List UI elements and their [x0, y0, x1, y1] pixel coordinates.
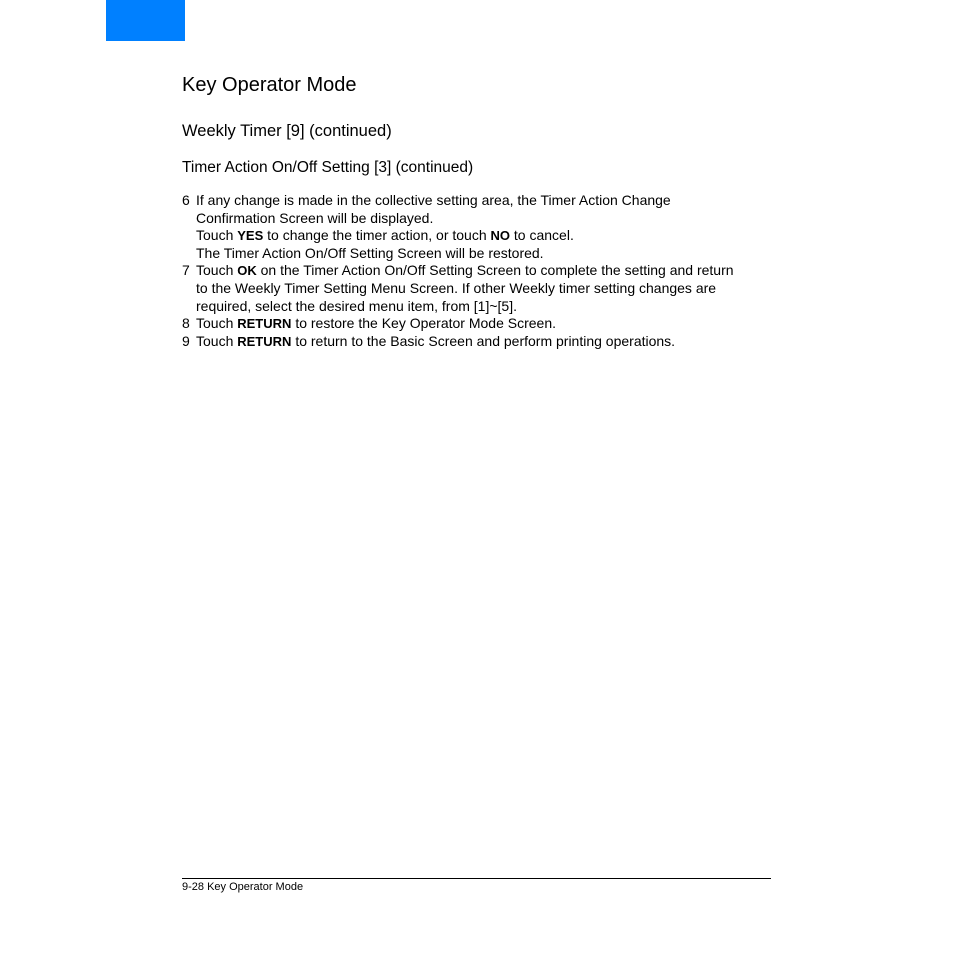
key-yes: YES — [237, 228, 264, 244]
step-text: to cancel. — [513, 227, 574, 244]
step-7 — [182, 262, 782, 315]
step-line — [196, 262, 782, 280]
step-8 — [182, 315, 782, 333]
step-line: If any change is made in the collective setting area, the Timer Action Change — [196, 192, 671, 208]
step-text: Touch — [196, 227, 234, 244]
step-number: 7 — [182, 262, 190, 279]
chapter-tab-block — [106, 0, 185, 41]
step-text: to change the timer action, or touch — [267, 227, 487, 244]
step-line: required, select the desired menu item, from [1]~[5]. — [196, 297, 517, 314]
key-ok: OK — [237, 263, 257, 279]
key-no: NO — [490, 228, 511, 244]
step-line — [196, 227, 782, 245]
step-9 — [182, 333, 782, 351]
step-text: to return to the Basic Screen and perform printing operations. — [295, 332, 676, 349]
step-text: Touch — [196, 332, 234, 349]
chapter-title: Key Operator Mode — [182, 74, 357, 96]
step-text: to restore the Key Operator Mode Screen. — [295, 315, 557, 332]
key-return: RETURN — [237, 316, 292, 332]
step-line: to the Weekly Timer Setting Menu Screen. If other Weekly timer setting changes are — [196, 279, 717, 296]
step-line: The Timer Action On/Off Setting Screen will be restored. — [196, 244, 544, 261]
step-text: Touch — [196, 315, 234, 332]
footer-rule — [182, 878, 771, 879]
step-line — [196, 333, 782, 351]
step-line: Confirmation Screen will be displayed. — [196, 209, 434, 226]
step-text: on the Timer Action On/Off Setting Screen to complete the setting and return — [260, 262, 734, 279]
step-text: Touch — [196, 262, 234, 279]
step-number: 6 — [182, 192, 190, 208]
section-title: Weekly Timer [9] (continued) — [182, 122, 392, 140]
page-footer: 9-28 Key Operator Mode — [182, 881, 304, 893]
key-return: RETURN — [237, 333, 292, 349]
step-number: 8 — [182, 315, 190, 332]
step-6 — [182, 192, 782, 262]
step-line — [196, 315, 782, 333]
step-number: 9 — [182, 332, 190, 349]
subsection-title: Timer Action On/Off Setting [3] (continued) — [182, 159, 474, 176]
step-list — [182, 192, 782, 350]
